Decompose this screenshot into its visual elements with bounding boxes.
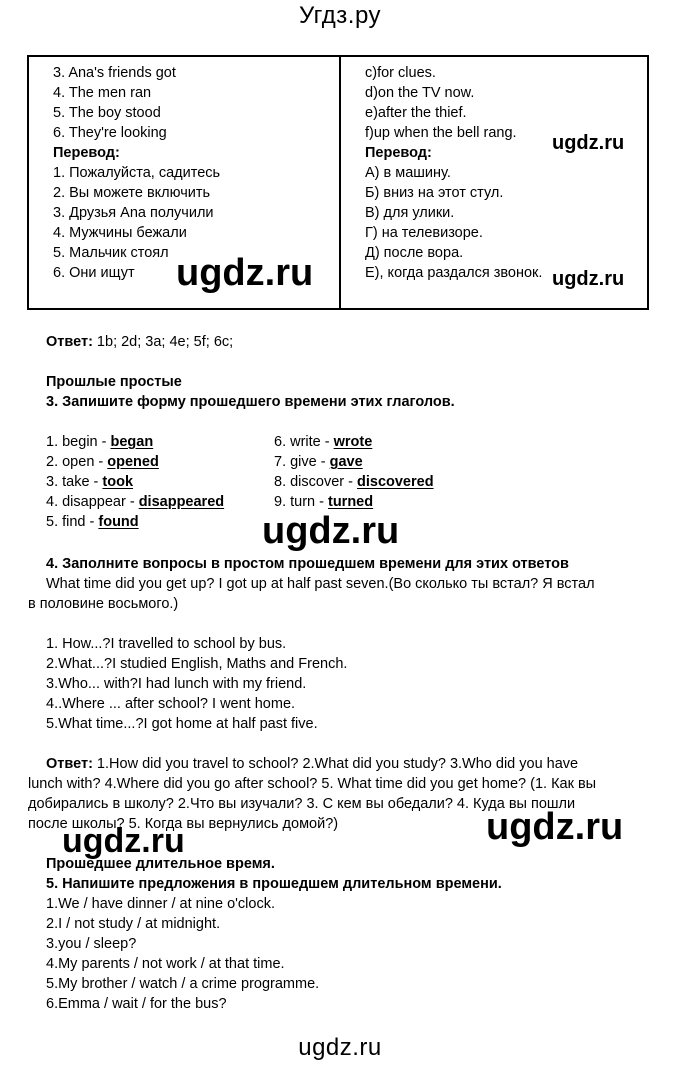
exercise-3-title: 3. Запишите форму прошедшего времени этих глаголов. (46, 394, 455, 410)
verb-item: 9. turn - turned (274, 494, 374, 510)
list-item: 5.My brother / watch / a crime programme. (46, 976, 320, 992)
table-cell: e)after the thief. (365, 105, 467, 121)
verb-answer: opened (107, 454, 159, 470)
verb-answer: took (102, 474, 134, 490)
answer-1 (46, 332, 233, 352)
table-cell: c)for clues. (365, 65, 436, 81)
table-cell: Е), когда раздался звонок. (365, 265, 543, 281)
section-heading: Прошедшее длительное время. (46, 856, 275, 872)
watermark: ugdz.ru (486, 806, 624, 848)
table-cell: 4. Мужчины бежали (53, 225, 187, 241)
verb-answer: wrote (333, 434, 373, 450)
answer-label: Ответ: (46, 334, 93, 350)
table-cell: Г) на телевизоре. (365, 225, 483, 241)
watermark: ugdz.ru (176, 252, 314, 294)
verb-item: 8. discover - discovered (274, 474, 434, 490)
watermark: ugdz.ru (552, 268, 625, 290)
table-cell: 1. Пожалуйста, садитесь (53, 165, 221, 181)
watermark: ugdz.ru (552, 132, 625, 154)
list-item: 3.Who... with?I had lunch with my friend. (46, 676, 307, 692)
table-cell: 4. The men ran (53, 85, 152, 101)
verb-answer: gave (329, 454, 363, 470)
table-cell: 3. Ana's friends got (53, 65, 176, 81)
answer-4 (46, 754, 578, 774)
list-item: 4..Where ... after school? I went home. (46, 696, 296, 712)
table-cell: 6. They're looking (53, 125, 167, 141)
table-cell: Б) вниз на этот стул. (365, 185, 504, 201)
section-heading: Прошлые простые (46, 374, 182, 390)
verb-item: 3. take - took (46, 474, 134, 490)
verb-item: 4. disappear - disappeared (46, 494, 225, 510)
table-cell: 5. Мальчик стоял (53, 245, 169, 261)
verb-item: 2. open - opened (46, 454, 159, 470)
list-item: 5.What time...?I got home at half past five. (46, 716, 318, 732)
list-item: 6.Emma / wait / for the bus? (46, 996, 227, 1012)
site-title: Угдз.ру (298, 2, 382, 29)
translation-heading: Перевод: (365, 145, 432, 161)
example-text: What time did you get up? I got up at half past seven.(Во сколько ты встал? Я встал (46, 576, 595, 592)
table-cell: 2. Вы можете включить (53, 185, 211, 201)
answer-text: lunch with? 4.Where did you go after school? 5. What time did you get home? (1. Как вы (28, 776, 597, 792)
table-cell: А) в машину. (365, 165, 451, 181)
verb-item: 5. find - found (46, 514, 139, 530)
table-cell: 5. The boy stood (53, 105, 161, 121)
table-right-column (365, 63, 542, 283)
list-item: 1.We / have dinner / at nine o'clock. (46, 896, 275, 912)
table-cell: d)on the TV now. (365, 85, 475, 101)
table-cell: 3. Друзья Ana получили (53, 205, 214, 221)
table-cell: 6. Они ищут (53, 265, 135, 281)
list-item: 3.you / sleep? (46, 936, 137, 952)
exercise-4-title: 4. Заполните вопросы в простом прошедшем времени для этих ответов (46, 556, 569, 572)
verb-item: 6. write - wrote (274, 434, 373, 450)
answer-text: 1.How did you travel to school? 2.What did you study? 3.Who did you have (92, 756, 579, 772)
table-left-column (53, 63, 220, 283)
verb-item: 7. give - gave (274, 454, 363, 470)
verb-answer: found (98, 514, 139, 530)
list-item: 2.What...?I studied English, Maths and French. (46, 656, 348, 672)
watermark: ugdz.ru (262, 510, 400, 552)
list-item: 2.I / not study / at midnight. (46, 916, 221, 932)
example-text: в половине восьмого.) (28, 596, 179, 612)
table-cell: Д) после вора. (365, 245, 464, 261)
answer-label: Ответ: (46, 756, 93, 772)
verb-answer: discovered (357, 474, 434, 490)
footer-watermark: ugdz.ru (298, 1034, 382, 1061)
verb-answer: disappeared (138, 494, 225, 510)
table-divider (339, 57, 341, 308)
translation-heading: Перевод: (53, 145, 120, 161)
answer-text: 1b; 2d; 3a; 4e; 5f; 6c; (92, 334, 234, 350)
watermark: ugdz.ru (62, 822, 185, 860)
list-item: 4.My parents / not work / at that time. (46, 956, 285, 972)
table-cell: В) для улики. (365, 205, 455, 221)
answer-text: после школы? 5. Когда вы вернулись домой?) (28, 816, 339, 832)
answer-text: добирались в школу? 2.Что вы изучали? 3. С кем вы обедали? 4. Куда вы пошли (28, 796, 576, 812)
list-item: 1. How...?I travelled to school by bus. (46, 636, 287, 652)
verb-answer: turned (328, 494, 374, 510)
verb-item: 1. begin - began (46, 434, 154, 450)
verb-answer: began (110, 434, 154, 450)
table-cell: f)up when the bell rang. (365, 125, 517, 141)
exercise-5-title: 5. Напишите предложения в прошедшем длительном времени. (46, 876, 502, 892)
